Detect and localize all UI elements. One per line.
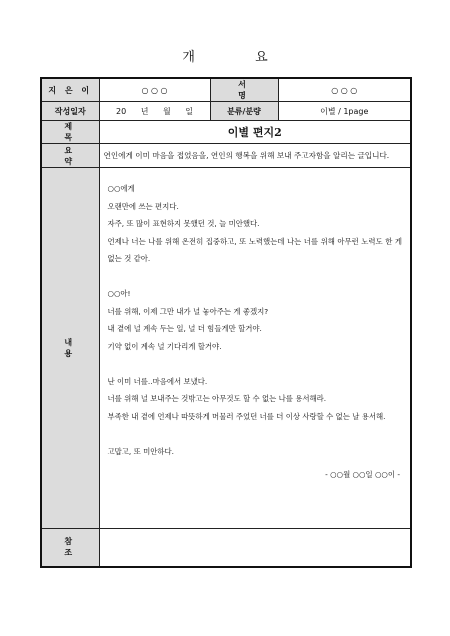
writer-label: 지 은 이 (41, 78, 99, 102)
content-line: 오랜만에 쓰는 편지다. (107, 201, 179, 211)
writer-value[interactable]: ○ ○ ○ (99, 78, 210, 102)
content-gap (108, 268, 403, 286)
content-label: 내 용 (41, 168, 99, 529)
content-line: 언제나 너는 나를 위해 온전히 집중하고, 또 노력했는데 나는 너를 위해 아무런 노력도 한 게 없는 것 같아. (107, 236, 402, 263)
content-line: 부족한 내 곁에 언제나 따뜻하게 머물러 주었던 너를 더 이상 사랑할 수 없는 날 용서해. (107, 411, 386, 421)
summary-value[interactable]: 연인에게 이미 마음을 접었음을, 연인의 행복을 위해 보내 주고자함을 알리는 글입니다. (99, 144, 411, 168)
content-line: 자주, 또 많이 표현하지 못했던 것, 늘 미안했다. (107, 219, 260, 228)
content-line: 고맙고, 또 미안하다. (107, 446, 175, 456)
reference-row (41, 529, 411, 567)
summary-label: 요 약 (41, 144, 99, 168)
content-line: ○○아! (107, 289, 131, 298)
overview-form-table (40, 77, 412, 568)
reference-label: 참 조 (41, 529, 99, 567)
author-label: 서 명 (210, 78, 278, 102)
content-line: ○○에게 (107, 184, 135, 193)
summary-row (41, 144, 411, 168)
category-label: 분류/분량 (210, 102, 278, 121)
date-row (41, 102, 411, 121)
signature-line: - ○○월 ○○일 ○○이 - (325, 470, 400, 479)
content-gap (108, 425, 403, 443)
content-gap (108, 355, 403, 373)
content-line: 너를 위해, 이제 그만 내가 널 놓아주는 게 좋겠지? (107, 306, 269, 316)
date-label: 작성일자 (41, 102, 99, 121)
writer-row (41, 78, 411, 102)
content-line: 난 이미 너를..마음에서 보냈다. (107, 376, 208, 386)
title-row (41, 121, 411, 144)
reference-value[interactable] (99, 529, 411, 567)
content-line: 내 곁에 널 계속 두는 일, 널 더 힘들게만 할거야. (107, 324, 262, 333)
title-value[interactable]: 이별 편지2 (99, 121, 411, 144)
content-body[interactable] (99, 168, 411, 529)
content-line: 너를 위해 널 보내주는 것밖고는 아무것도 할 수 없는 나를 용서해라. (107, 394, 327, 403)
document-title: 개 요 (182, 50, 296, 65)
content-line: 기약 없이 계속 널 기다리게 할거야. (107, 341, 222, 351)
category-value[interactable]: 이별 / 1page (278, 102, 411, 121)
author-value[interactable]: ○ ○ ○ (278, 78, 411, 102)
title-label: 제 목 (41, 121, 99, 144)
content-row (41, 168, 411, 529)
date-value[interactable]: 20 년 월 일 (99, 102, 210, 121)
